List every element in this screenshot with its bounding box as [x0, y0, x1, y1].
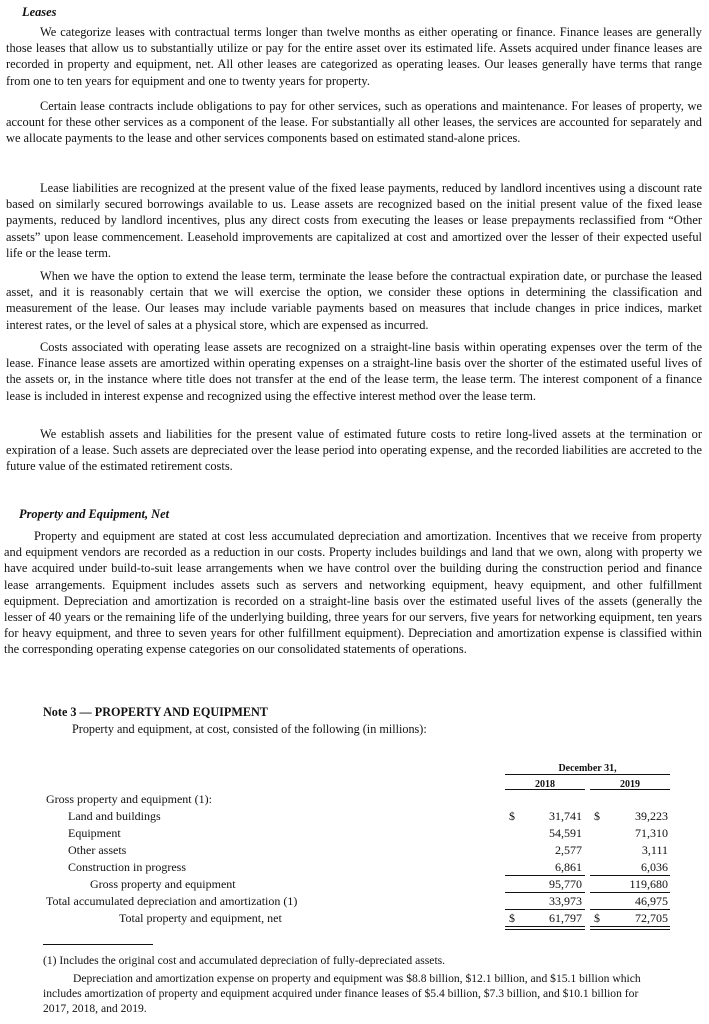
row-label-gross-header: Gross property and equipment (1): [46, 792, 212, 806]
leases-paragraph-1 [6, 24, 702, 89]
row-label-net-total: Total property and equipment, net [119, 911, 282, 925]
currency-symbol: $ [509, 809, 515, 823]
value-2018-net-total: 61,797 [549, 911, 582, 925]
leases-heading: Leases [22, 5, 57, 19]
row-label-equipment: Equipment [68, 826, 121, 840]
period-header: December 31, [558, 763, 617, 774]
leases-paragraph-4 [6, 268, 702, 333]
leases-paragraph-2 [6, 98, 702, 147]
paragraph-text: Depreciation and amortization expense on property and equipment was $8.8 billion, $12.1 billion, and $15.1 billion which includes amortization of property and equipment acquired under finance leases of $5.4 billion, $7.3 billion, and $10.1 billion for 2017, 2018, and 2019. [43, 972, 641, 1015]
year-header-2019: 2019 [620, 779, 640, 790]
value-2018-other-assets: 2,577 [555, 843, 582, 857]
value-2019-net-total: 72,705 [635, 911, 668, 925]
year-rule-2018 [505, 789, 585, 790]
value-2019-construction: 6,036 [641, 860, 668, 874]
paragraph-text: We establish assets and liabilities for the present value of estimated future costs to retire long-lived assets at the termination or expiration of a lease. Such assets are depreciated over the lease period into operating expense, and the recorded liabilities are accreted to the future value of the estimated retirement costs. [6, 427, 702, 474]
property-heading: Property and Equipment, Net [19, 507, 170, 521]
paragraph-text: When we have the option to extend the lease term, terminate the lease before the contractual expiration date, or purchase the leased asset, and it is reasonably certain that we will exercise the option, we consider these options in determining the classification and measurement of the lease. Our leases may include variable payments based on measures that include changes in price indices, market interest rates, or the level of sales at a physical store, which are expensed as incurred. [6, 269, 702, 332]
header-rule [505, 774, 670, 775]
total-double-rule [505, 929, 585, 930]
value-2018-accum-depreciation: 33,973 [549, 894, 582, 908]
paragraph-text: Costs associated with operating lease assets are recognized on a straight-line basis within operating expenses over the term of the lease. Finance lease assets are amortized within operating expenses on a straight-line basis over the shorter of the estimated useful lives of the assets or, in the instance where title does not transfer at the end of the lease term, the lease term. The interest component of a finance lease is included in interest expense and recognized using the effective interest method over the lease term. [6, 340, 702, 403]
total-double-rule [505, 926, 585, 927]
row-label-gross-total: Gross property and equipment [90, 877, 236, 891]
value-2018-land-buildings: 31,741 [549, 809, 582, 823]
row-label-land-buildings: Land and buildings [68, 809, 161, 823]
footnote: (1) Includes the original cost and accumulated depreciation of fully-depreciated assets. [43, 954, 446, 967]
leases-paragraph-5 [6, 339, 702, 404]
currency-symbol: $ [594, 809, 600, 823]
paragraph-text: Property and equipment are stated at cost less accumulated depreciation and amortization. Incentives that we receive from property and equipment vendors are recorded as a reduction in our costs. Property includes buildings and land that we own, along with property we have acquired under build-to-suit lease arrangements when we have control over the building during the construction period and finance lease arrangements. Equipment includes assets such as servers and networking equipment, heavy equipment, and other fulfillment equipment. Depreciation and amortization is recorded on a straight-line basis over the estimated useful lives of the assets (generally the lesser of 40 years or the remaining life of the underlying building, three years for our servers, five years for networking equipment, ten years for heavy equipment, and three to seven years for other fulfillment equipment). Depreciation and amortization expense is classified within the corresponding operating expense categories on our consolidated statements of operations. [4, 529, 702, 657]
note-title: Note 3 — PROPERTY AND EQUIPMENT [43, 705, 268, 719]
value-2019-gross-total: 119,680 [629, 877, 668, 891]
paragraph-text: Certain lease contracts include obligations to pay for other services, such as operations and maintenance. For leases of property, we account for these other services as a component of the lease. For substantially all other leases, the services are accounted for separately and we allocate payments to the lease and other services components based on estimated stand-alone prices. [6, 99, 702, 146]
subtotal-rule [590, 892, 670, 893]
paragraph-text: We categorize leases with contractual terms longer than twelve months as either operating or finance. Finance leases are generally those leases that allow us to substantially utilize or pay for the entire asset over its estimated life. Assets acquired under finance leases are recorded in property and equipment, net. All other leases are categorized as operating leases. Our leases generally have terms that range from one to ten years for equipment and one to twenty years for property. [6, 25, 702, 88]
value-2019-other-assets: 3,111 [641, 843, 668, 857]
footnote-separator [43, 944, 153, 945]
value-2019-land-buildings: 39,223 [635, 809, 668, 823]
value-2018-gross-total: 95,770 [549, 877, 582, 891]
currency-symbol: $ [594, 911, 600, 925]
subtotal-rule [590, 875, 670, 876]
paragraph-text: Lease liabilities are recognized at the present value of the fixed lease payments, reduced by landlord incentives using a discount rate based on similarly secured borrowings available to us. Lease assets are recognized based on the initial present value of the fixed lease payments, reduced by landlord incentives, plus any direct costs from executing the leases or lease prepayments reclassified from “Other assets” upon lease commencement. Leasehold improvements are capitalized at cost and amortized over the lesser of their expected useful life or the lease term. [6, 181, 702, 260]
value-2019-equipment: 71,310 [635, 826, 668, 840]
subtotal-rule [505, 909, 585, 910]
value-2019-accum-depreciation: 46,975 [635, 894, 668, 908]
value-2018-construction: 6,861 [555, 860, 582, 874]
year-header-2018: 2018 [535, 779, 555, 790]
total-double-rule [590, 929, 670, 930]
subtotal-rule [505, 875, 585, 876]
property-paragraph [4, 528, 702, 658]
row-label-accum-depreciation: Total accumulated depreciation and amortization (1) [46, 894, 298, 908]
subtotal-rule [505, 892, 585, 893]
note-intro: Property and equipment, at cost, consisted of the following (in millions): [72, 722, 427, 736]
leases-paragraph-6 [6, 426, 702, 475]
closing-paragraph [43, 971, 663, 1016]
leases-paragraph-3 [6, 180, 702, 261]
value-2018-equipment: 54,591 [549, 826, 582, 840]
row-label-other-assets: Other assets [68, 843, 127, 857]
total-double-rule [590, 926, 670, 927]
row-label-construction: Construction in progress [68, 860, 186, 874]
subtotal-rule [590, 909, 670, 910]
currency-symbol: $ [509, 911, 515, 925]
year-rule-2019 [590, 789, 670, 790]
